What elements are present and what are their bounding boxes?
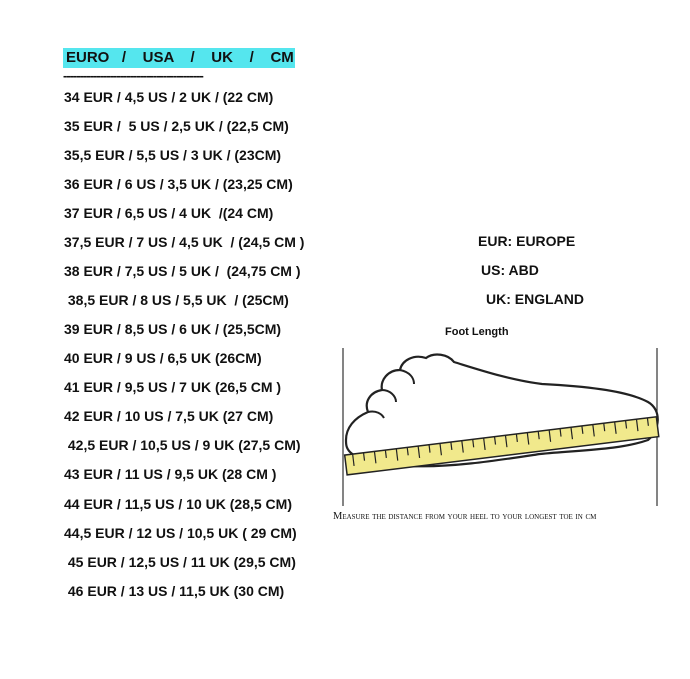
foot-length-title: Foot Length xyxy=(445,326,509,338)
measure-caption: Measure the distance from your heel to your longest toe in cm xyxy=(333,511,597,522)
foot-outline-icon xyxy=(330,340,670,512)
size-row: 40 EUR / 9 US / 6,5 UK (26CM) xyxy=(64,350,262,366)
size-row: 34 EUR / 4,5 US / 2 UK / (22 CM) xyxy=(64,89,274,105)
size-row: 35,5 EUR / 5,5 US / 3 UK / (23CM) xyxy=(64,147,282,163)
toe-outline xyxy=(368,370,414,418)
size-row: 46 EUR / 13 US / 11,5 UK (30 CM) xyxy=(64,583,285,599)
size-table-header: EURO / USA / UK / CM xyxy=(63,48,295,68)
size-row: 44 EUR / 11,5 US / 10 UK (28,5 CM) xyxy=(64,496,292,512)
size-row: 36 EUR / 6 US / 3,5 UK / (23,25 CM) xyxy=(64,176,293,192)
size-row: 42,5 EUR / 10,5 US / 9 UK (27,5 CM) xyxy=(64,437,301,453)
legend-uk: UK: ENGLAND xyxy=(486,291,584,307)
size-row: 39 EUR / 8,5 US / 6 UK / (25,5CM) xyxy=(64,321,282,337)
size-row: 44,5 EUR / 12 US / 10,5 UK ( 29 CM) xyxy=(64,525,297,541)
size-row: 43 EUR / 11 US / 9,5 UK (28 CM ) xyxy=(64,466,277,482)
size-row: 37,5 EUR / 7 US / 4,5 UK / (24,5 CM ) xyxy=(64,234,305,250)
size-row: 42 EUR / 10 US / 7,5 UK (27 CM) xyxy=(64,408,274,424)
size-row: 35 EUR / 5 US / 2,5 UK / (22,5 CM) xyxy=(64,118,289,134)
size-row: 38 EUR / 7,5 US / 5 UK / (24,75 CM ) xyxy=(64,263,301,279)
legend-us: US: ABD xyxy=(481,262,539,278)
header-divider: ------------------------------------------ xyxy=(63,68,203,83)
ruler-body xyxy=(345,417,659,475)
size-row: 41 EUR / 9,5 US / 7 UK (26,5 CM ) xyxy=(64,379,282,395)
ruler xyxy=(345,417,659,475)
size-row: 37 EUR / 6,5 US / 4 UK /(24 CM) xyxy=(64,205,274,221)
size-row: 45 EUR / 12,5 US / 11 UK (29,5 CM) xyxy=(64,554,296,570)
size-row: 38,5 EUR / 8 US / 5,5 UK / (25CM) xyxy=(64,292,289,308)
legend-eur: EUR: EUROPE xyxy=(478,233,576,249)
